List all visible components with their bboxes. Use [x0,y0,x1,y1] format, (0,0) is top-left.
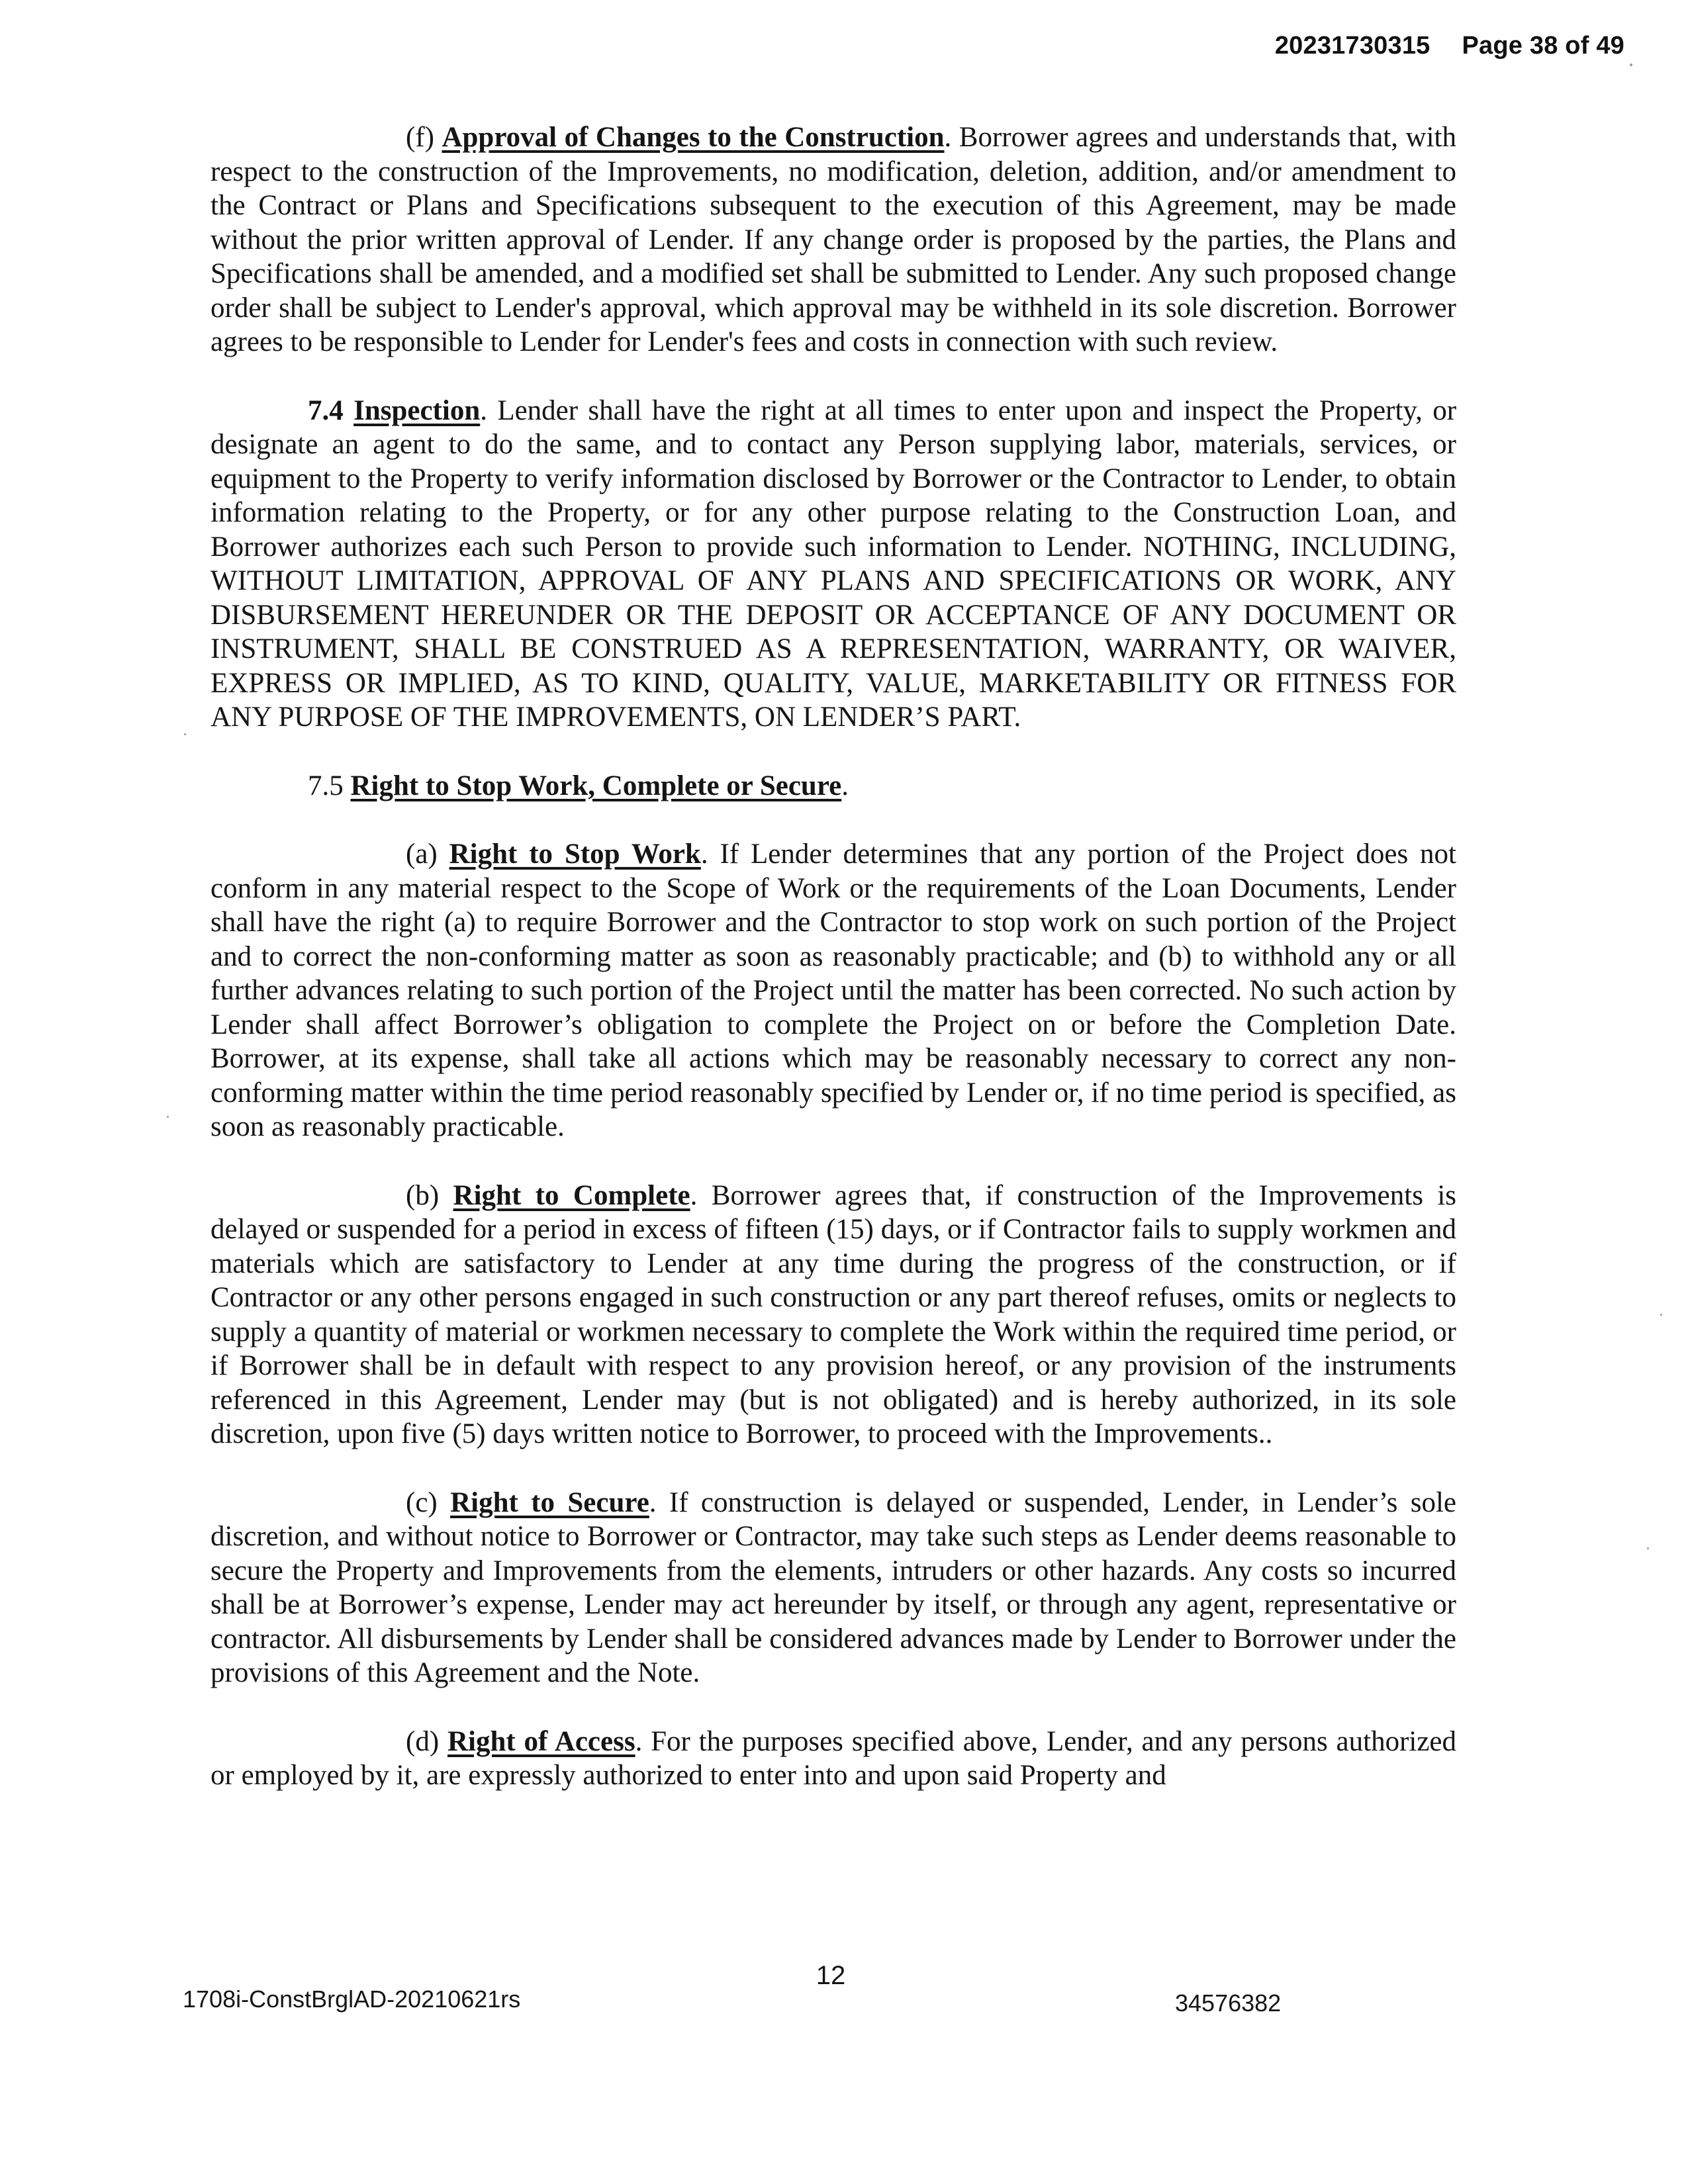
document-code: 1708i-ConstBrglAD-20210621rs [183,1985,521,2013]
clause-body: . For the purposes specified above, Lender, and any persons authorized or employed by it, are expressly authorized to enter into and upon said Property and [211,1725,1457,1791]
paragraph-c-right-to-secure [211,1486,1456,1690]
clause-marker: (f) [406,122,434,153]
section-heading: Inspection [353,394,481,426]
section-number: 7.5 [308,770,344,801]
record-number: 20231730315 [1274,32,1430,60]
clause-heading: Approval of Changes to the Construction [442,122,945,153]
clause-marker: (c) [406,1486,438,1518]
clause-body: . Borrower agrees that, if construction of the Improvements is delayed or suspended for a period in excess of fifteen (15) days, or if Contractor fails to supply workmen and materials which are satisfactory to Lender at any time during the progress of the construction, or if Contractor or any other persons engaged in such construction or any part thereof refuses, omits or neglects to supply a quantity of material or workmen necessary to complete the Work within the required time period, or if Borrower shall be in default with respect to any provision hereof, or any provision of the instruments referenced in this Agreement, Lender may (but is not obligated) and is hereby authorized, in its sole discretion, upon five (5) days written notice to Borrower, to proceed with the Improvements.. [211,1179,1457,1449]
paragraph-b-right-to-complete [211,1179,1456,1451]
clause-marker: (b) [406,1179,440,1211]
clause-marker: (a) [406,839,438,870]
section-heading: Right to Stop Work, Complete or Secure [350,770,842,801]
scan-speck [1630,64,1632,66]
agreement-body [211,120,1456,1793]
scan-speck [184,733,186,735]
clause-body: . Borrower agrees and understands that, with respect to the construction of the Improvements, no modification, deletion, addition, and/or amendment to the Contract or Plans and Specifications subsequent to the execution of this Agreement, may be made without the prior written approval of Lender. If any change order is proposed by the parties, the Plans and Specifications shall be amended, and a modified set shall be submitted to Lender. Any such proposed change order shall be subject to Lender's approval, which approval may be withheld in its sole discretion. Borrower agrees to be responsible to Lender for Lender's fees and costs in connection with such review. [211,122,1456,357]
paragraph-d-right-of-access [211,1725,1456,1793]
section-number: 7.4 [308,394,344,426]
paragraph-a-right-to-stop-work [211,837,1456,1144]
scan-speck [1660,1314,1662,1316]
document-id: 34576382 [1175,1989,1282,2017]
page-number: 12 [816,1961,846,1990]
recording-header [1275,32,1624,60]
section-7-5-right-to-stop-work [211,769,1456,803]
page-label: Page 38 of 49 [1462,32,1624,60]
section-7-4-inspection [211,394,1456,735]
clause-heading: Right to Stop Work [449,839,701,870]
clause-heading: Right to Secure [450,1486,649,1518]
clause-heading: Right to Complete [453,1179,690,1211]
clause-heading: Right of Access [447,1725,635,1757]
clause-marker: (d) [406,1725,440,1757]
clause-body: . If construction is delayed or suspended, Lender, in Lender’s sole discretion, and without notice to Borrower or Contractor, may take such steps as Lender deems reasonable to secure the Property and Improvements from the elements, intruders or other hazards. Any costs so incurred shall be at Borrower’s expense, Lender may act hereunder by itself, or through any agent, representative or contractor. All disbursements by Lender shall be considered advances made by Lender to Borrower under the provisions of this Agreement and the Note. [211,1486,1457,1688]
scan-speck [167,1116,169,1118]
section-tail: . [841,770,849,801]
paragraph-f-approval-of-changes [211,120,1456,359]
scan-speck [1647,1547,1649,1549]
section-body: . Lender shall have the right at all times to enter upon and inspect the Property, or designate an agent to do the same, and to contact any Person supplying labor, materials, services, or equipment to the Property to verify information disclosed by Borrower or the Contractor to Lender, to obtain information relating to the Property, or for any other purpose relating to the Construction Loan, and Borrower authorizes each such Person to provide such information to Lender. NOTHING, INCLUDING, WITHOUT LIMITATION, APPROVAL OF ANY PLANS AND SPECIFICATIONS OR WORK, ANY DISBURSEMENT HEREUNDER OR THE DEPOSIT OR ACCEPTANCE OF ANY DOCUMENT OR INSTRUMENT, SHALL BE CONSTRUED AS A REPRESENTATION, WARRANTY, OR WAIVER, EXPRESS OR IMPLIED, AS TO KIND, QUALITY, VALUE, MARKETABILITY OR FITNESS FOR ANY PURPOSE OF THE IMPROVEMENTS, ON LENDER’S PART. [211,394,1457,733]
clause-body: . If Lender determines that any portion of the Project does not conform in any material respect to the Scope of Work or the requirements of the Loan Documents, Lender shall have the right (a) to require Borrower and the Contractor to stop work on such portion of the Project and to correct the non-conforming matter as soon as reasonably practicable; and (b) to withhold any or all further advances relating to such portion of the Project until the matter has been corrected. No such action by Lender shall affect Borrower’s obligation to complete the Project on or before the Completion Date. Borrower, at its expense, shall take all actions which may be reasonably necessary to correct any non-conforming matter within the time period reasonably specified by Lender or, if no time period is specified, as soon as reasonably practicable. [211,839,1456,1142]
